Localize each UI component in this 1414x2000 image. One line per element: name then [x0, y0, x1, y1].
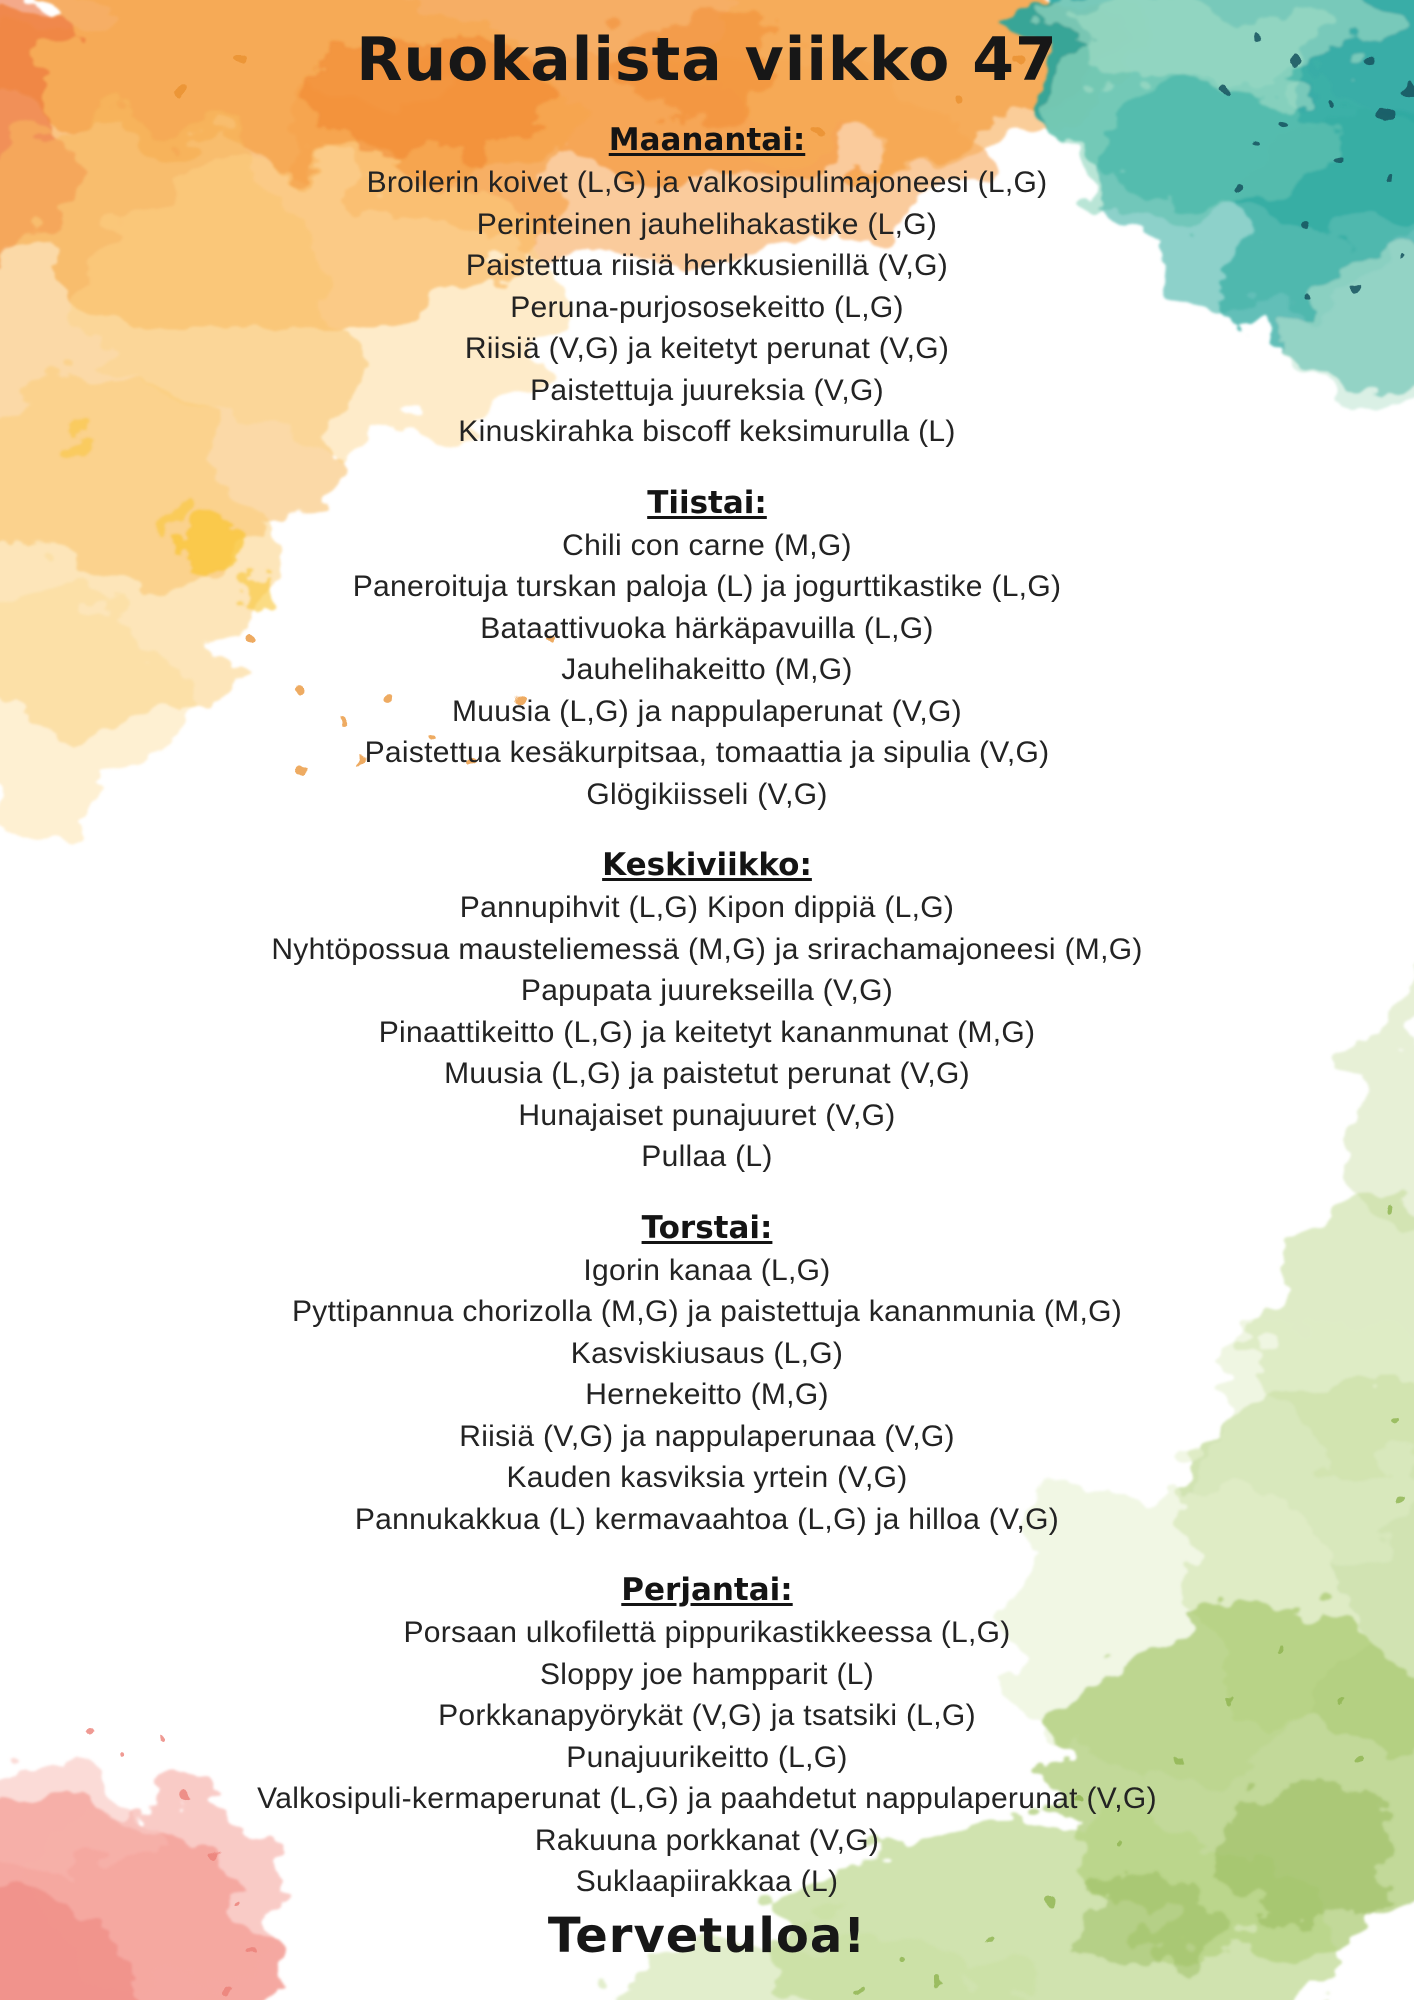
menu-item: Pannukakkua (L) kermavaahtoa (L,G) ja hilloa (V,G): [354, 1502, 1060, 1536]
menu-item: Suklaapiirakkaa (L): [575, 1865, 839, 1898]
day-section-tiistai: [0, 481, 1414, 816]
menu-item: Kinuskirahka biscoff keksimurulla (L): [458, 415, 956, 448]
menu-item: Pyttipannua chorizolla (M,G) ja paistettuja kananmunia (M,G): [291, 1295, 1123, 1328]
menu-item: Glögikiisseli (V,G): [586, 777, 828, 811]
menu-item: Pannupihvit (L,G) Kipon dippiä (L,G): [459, 891, 955, 924]
menu-item: Jauhelihakeitto (M,G): [561, 653, 853, 686]
welcome-text: Tervetuloa!: [547, 1907, 867, 1964]
menu-item: Kasviskiusaus (L,G): [570, 1336, 844, 1370]
menu-item: Paistettua riisiä herkkusienillä (V,G): [465, 249, 949, 282]
menu-item: Pullaa (L): [641, 1140, 773, 1173]
day-section-torstai: [0, 1206, 1414, 1541]
menu-item: Hunajaiset punajuuret (V,G): [518, 1098, 896, 1132]
day-header: Perjantai:: [621, 1572, 793, 1608]
day-header: Tiistai:: [647, 484, 767, 521]
menu-item: Pinaattikeitto (L,G) ja keitetyt kananmunat (M,G): [378, 1015, 1036, 1049]
menu-item: Igorin kanaa (L,G): [583, 1253, 831, 1287]
day-header: Keskiviikko:: [602, 847, 812, 883]
menu-item: Kauden kasviksia yrtein (V,G): [506, 1461, 908, 1494]
menu-item: Papupata juurekseilla (V,G): [520, 974, 894, 1007]
menu-item: Riisiä (V,G) ja keitetyt perunat (V,G): [464, 332, 950, 365]
menu-item: Paneroituja turskan paloja (L) ja jogurttikastike (L,G): [352, 570, 1062, 603]
page-title: Ruokalista viikko 47: [356, 25, 1058, 95]
menu-item: Porkkanapyörykät (V,G) ja tsatsiki (L,G): [438, 1699, 976, 1732]
menu-item: Hernekeitto (M,G): [585, 1378, 829, 1411]
menu-item: Sloppy joe hampparit (L): [539, 1657, 875, 1691]
day-header: Maanantai:: [608, 122, 806, 158]
menu-item: Punajuurikeitto (L,G): [566, 1740, 848, 1774]
day-section-maanantai: [0, 118, 1414, 453]
day-header: Torstai:: [641, 1209, 773, 1246]
menu-item: Broilerin koivet (L,G) ja valkosipulimajoneesi (L,G): [366, 166, 1048, 199]
menu-item: Muusia (L,G) ja nappulaperunat (V,G): [452, 694, 962, 728]
menu-item: Chili con carne (M,G): [562, 528, 852, 562]
menu-item: Bataattivuoka härkäpavuilla (L,G): [480, 611, 934, 645]
menu-item: Peruna-purjososekeitto (L,G): [510, 290, 904, 324]
menu-item: Riisiä (V,G) ja nappulaperunaa (V,G): [459, 1419, 955, 1453]
menu-item: Muusia (L,G) ja paistetut perunat (V,G): [444, 1057, 970, 1090]
day-section-keskiviikko: [0, 843, 1414, 1178]
menu-item: Paistettua kesäkurpitsaa, tomaattia ja sipulia (V,G): [364, 736, 1050, 769]
menu-item: Paistettuja juureksia (V,G): [530, 373, 884, 407]
day-section-perjantai: [0, 1568, 1414, 1903]
menu-item: Nyhtöpossua mausteliemessä (M,G) ja srirachamajoneesi (M,G): [271, 932, 1143, 966]
menu-item: Perinteinen jauhelihakastike (L,G): [476, 207, 938, 241]
menu-item: Valkosipuli-kermaperunat (L,G) ja paahdetut nappulaperunat (V,G): [257, 1782, 1157, 1815]
menu-item: Porsaan ulkofilettä pippurikastikkeessa (L,G): [403, 1616, 1011, 1649]
menu-item: Rakuuna porkkanat (V,G): [534, 1823, 880, 1857]
